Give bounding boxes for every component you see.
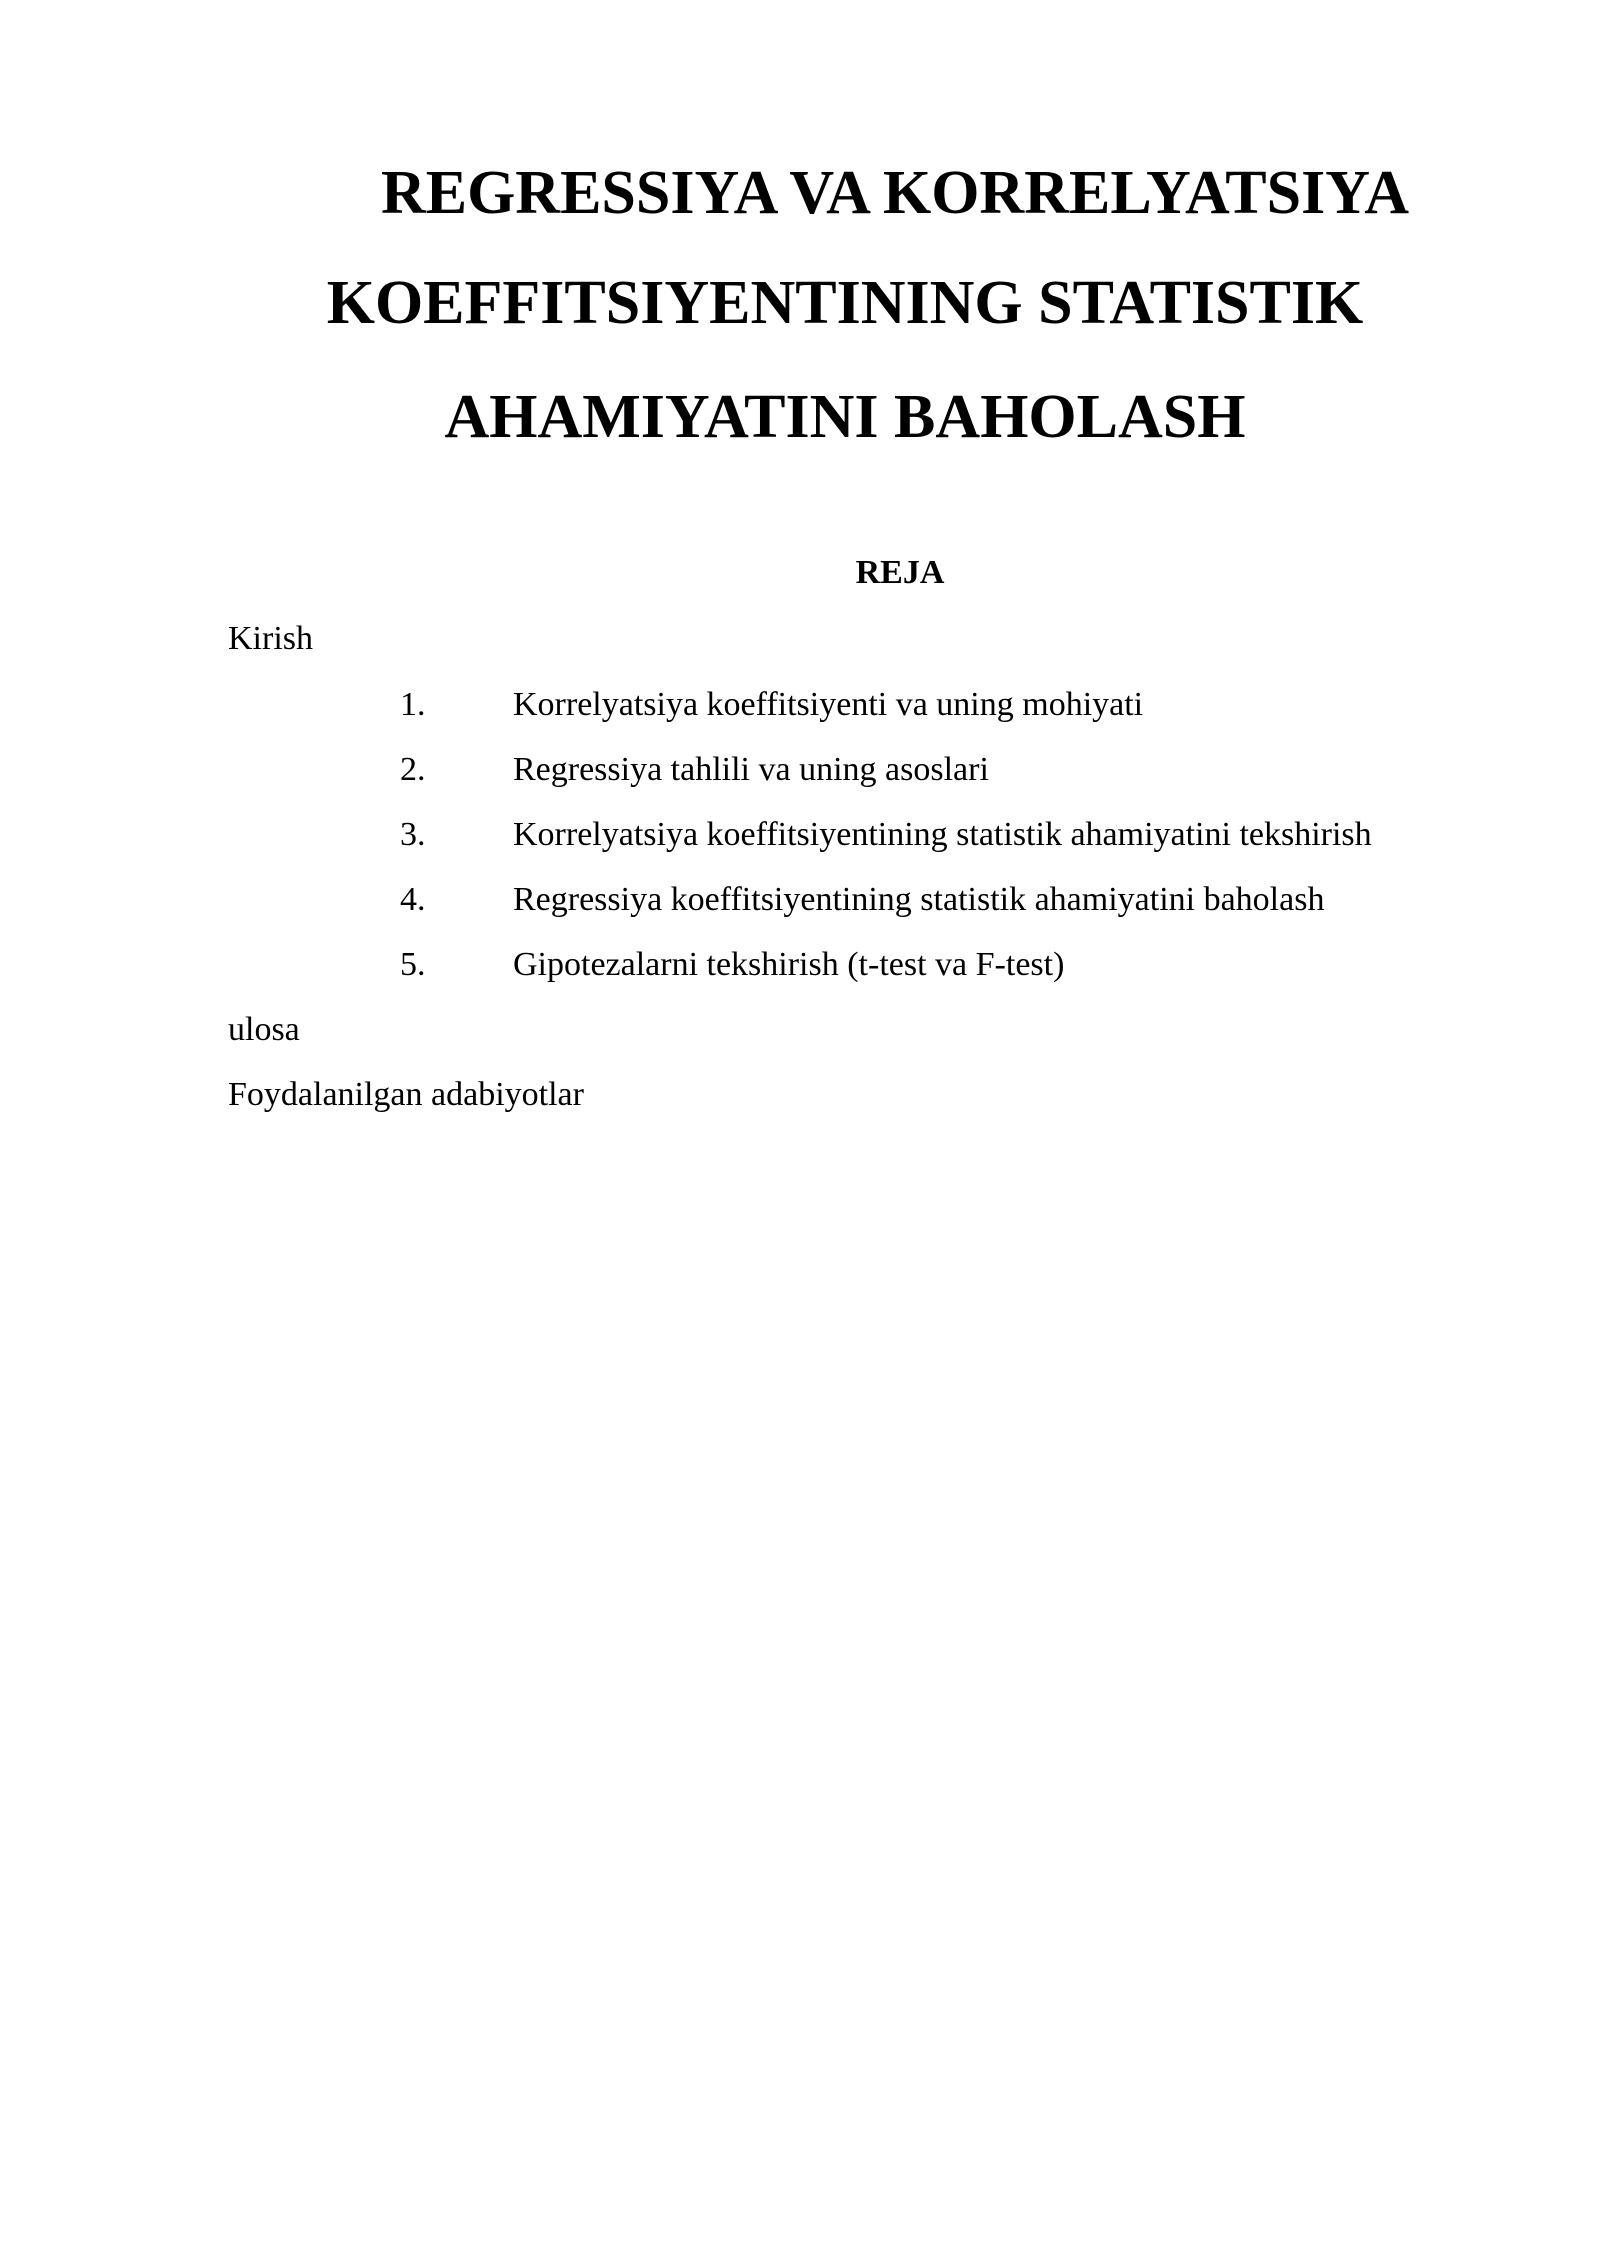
list-item-number: 5. bbox=[400, 946, 426, 983]
list-item-text: Gipotezalarni tekshirish (t-test va F-test) bbox=[513, 946, 1065, 983]
plan-heading: REJA bbox=[855, 554, 945, 591]
list-item-number: 4. bbox=[400, 881, 426, 918]
title-line-3: AHAMIYATINI BAHOLASH bbox=[444, 383, 1246, 451]
conclusion-item: ulosa bbox=[228, 1011, 300, 1048]
list-item-text: Korrelyatsiya koeffitsiyentining statistik ahamiyatini tekshirish bbox=[513, 816, 1372, 853]
list-item-number: 2. bbox=[400, 751, 426, 788]
list-item-text: Regressiya koeffitsiyentining statistik ahamiyatini baholash bbox=[513, 881, 1325, 918]
list-item-text: Regressiya tahlili va uning asoslari bbox=[513, 751, 989, 788]
intro-item: Kirish bbox=[228, 620, 313, 657]
list-item-text: Korrelyatsiya koeffitsiyenti va uning mohiyati bbox=[513, 686, 1144, 723]
title-line-1: REGRESSIYA VA KORRELYATSIYA bbox=[380, 159, 1410, 227]
references-item: Foydalanilgan adabiyotlar bbox=[228, 1076, 584, 1113]
title-line-2: KOEFFITSIYENTINING STATISTIK bbox=[326, 269, 1364, 337]
list-item-number: 1. bbox=[400, 686, 426, 723]
list-item-number: 3. bbox=[400, 816, 426, 853]
